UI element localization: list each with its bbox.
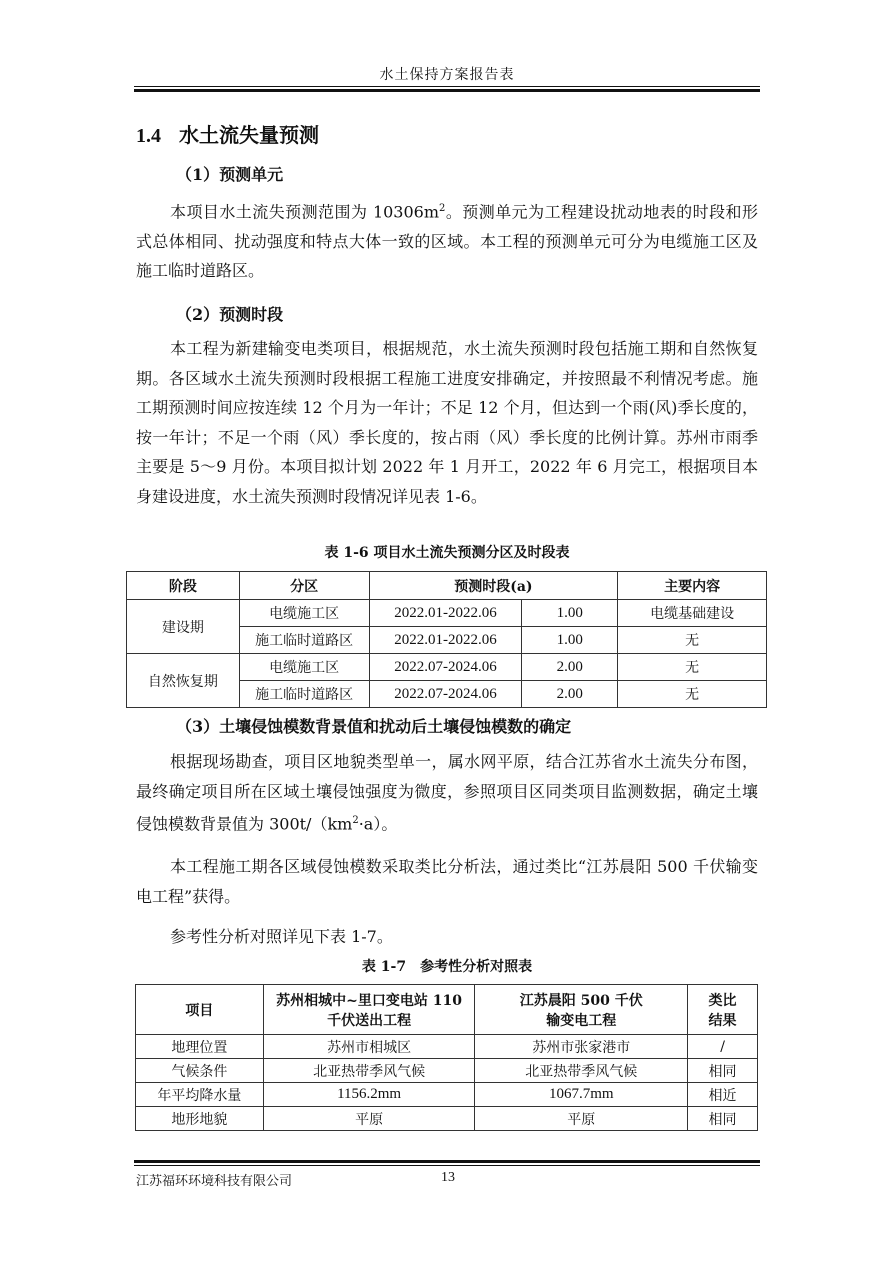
content-cell: 无 — [618, 654, 767, 681]
subsection-3-paragraph-1 — [136, 747, 758, 839]
result-cell: 相同 — [688, 1107, 758, 1131]
project-b-cell: 1067.7mm — [475, 1083, 688, 1107]
result-cell: / — [688, 1035, 758, 1059]
header-project-a-line1: 苏州相城中~里口变电站 110 — [276, 992, 462, 1009]
header-item: 项目 — [136, 985, 264, 1035]
subsection-2-paragraph: 本工程为新建输变电类项目，根据规范，水土流失预测时段包括施工期和自然恢复期。各区域水土流失预测时段根据工程施工进度安排确定，并按照最不利情况考虑。施工期预测时间应按连续 12 个月为一年计；不足 12 个月，但达到一个雨(风)季长度的，按一年计；不足一个雨（风）季长度的，按占雨（风）季长度的比例计算。苏州市雨季主要是 5～9 月份。本项目拟计划 2022 年 1 月开工，2022 年 6 月完工，根据项目本身建设进度，水土流失预测时段情况详见表 1-6。 — [136, 339, 758, 506]
superscript: 2 — [439, 203, 446, 214]
table-row — [136, 1107, 758, 1131]
stage-cell: 建设期 — [127, 600, 240, 654]
project-a-cell: 苏州市相城区 — [263, 1035, 475, 1059]
zone-cell: 施工临时道路区 — [239, 627, 369, 654]
header-result-line1: 类比 — [708, 992, 737, 1009]
subsection-3-paragraph-2: 本工程施工期各区域侵蚀模数采取类比分析法，通过类比“江苏晨阳 500 千伏输变电工程”获得。 — [136, 857, 758, 906]
project-a-cell: 平原 — [263, 1107, 475, 1131]
section-heading — [136, 119, 319, 148]
years-cell: 1.00 — [522, 627, 618, 654]
years-cell: 2.00 — [522, 654, 618, 681]
content-cell: 无 — [618, 681, 767, 708]
years-cell: 1.00 — [522, 600, 618, 627]
table-1-6 — [126, 571, 767, 708]
zone-cell: 施工临时道路区 — [239, 681, 369, 708]
table-row — [136, 1035, 758, 1059]
table-row — [136, 1083, 758, 1107]
header-rule-thin — [134, 86, 760, 87]
superscript: 2 — [352, 815, 359, 826]
header-stage: 阶段 — [127, 572, 240, 600]
header-project-b-line1: 江苏晨阳 500 千伏 — [519, 992, 643, 1009]
page-number: 13 — [441, 1170, 455, 1185]
project-a-cell: 1156.2mm — [263, 1083, 475, 1107]
subsection-2-heading: （2）预测时段 — [176, 305, 284, 324]
footer-company: 江苏福环环境科技有限公司 — [136, 1174, 293, 1189]
project-b-cell: 平原 — [475, 1107, 688, 1131]
header-result-line2: 结果 — [708, 1012, 737, 1029]
table-1-7 — [135, 984, 758, 1131]
table-row — [127, 654, 767, 681]
para-text: 。预测单元为工程建设扰动地表的时段和形式总体相同、扰动强度和特点大体一致的区域。本工程的预测单元可分为电缆施工区及施工临时道路区。 — [136, 202, 758, 281]
table-header-row — [136, 985, 758, 1035]
item-cell: 年平均降水量 — [136, 1083, 264, 1107]
header-project-b — [475, 985, 688, 1035]
header-rule-thick — [134, 89, 760, 92]
project-a-cell: 北亚热带季风气候 — [263, 1059, 475, 1083]
item-cell: 气候条件 — [136, 1059, 264, 1083]
table-header-row — [127, 572, 767, 600]
stage-cell: 自然恢复期 — [127, 654, 240, 708]
header-period: 预测时段(a) — [369, 572, 618, 600]
result-cell: 相近 — [688, 1083, 758, 1107]
content-cell: 电缆基础建设 — [618, 600, 767, 627]
subsection-3-heading: （3）土壤侵蚀模数背景值和扰动后土壤侵蚀模数的确定 — [176, 717, 572, 736]
subsection-1-paragraph — [136, 194, 758, 286]
table-row — [136, 1059, 758, 1083]
years-cell: 2.00 — [522, 681, 618, 708]
item-cell: 地形地貌 — [136, 1107, 264, 1131]
item-cell: 地理位置 — [136, 1035, 264, 1059]
section-title: 水土流失量预测 — [179, 123, 319, 147]
header-project-b-line2: 输变电工程 — [546, 1012, 617, 1029]
table-row — [127, 600, 767, 627]
section-number: 1.4 — [136, 125, 161, 147]
zone-cell: 电缆施工区 — [239, 654, 369, 681]
dates-cell: 2022.07-2024.06 — [369, 681, 522, 708]
table-1-7-caption: 表 1-7 参考性分析对照表 — [361, 959, 533, 975]
subsection-3-paragraph-3: 参考性分析对照详见下表 1-7。 — [170, 927, 393, 946]
subsection-1-heading: （1）预测单元 — [176, 165, 284, 184]
content-cell: 无 — [618, 627, 767, 654]
header-zone: 分区 — [239, 572, 369, 600]
report-header-title: 水土保持方案报告表 — [379, 67, 515, 83]
dates-cell: 2022.01-2022.06 — [369, 600, 522, 627]
project-b-cell: 北亚热带季风气候 — [475, 1059, 688, 1083]
footer-rule-thick — [134, 1160, 760, 1163]
header-result — [688, 985, 758, 1035]
para-text: 本项目水土流失预测范围为 10306m — [170, 202, 440, 222]
header-project-a — [263, 985, 475, 1035]
footer-rule-thin — [134, 1165, 760, 1166]
header-content: 主要内容 — [618, 572, 767, 600]
para-text: 根据现场勘查，项目区地貌类型单一，属水网平原，结合江苏省水土流失分布图，最终确定项目所在区域土壤侵蚀强度为微度，参照项目区同类项目监测数据，确定土壤侵蚀模数背景值为 300t/（km — [136, 752, 758, 834]
project-b-cell: 苏州市张家港市 — [475, 1035, 688, 1059]
result-cell: 相同 — [688, 1059, 758, 1083]
zone-cell: 电缆施工区 — [239, 600, 369, 627]
dates-cell: 2022.07-2024.06 — [369, 654, 522, 681]
dates-cell: 2022.01-2022.06 — [369, 627, 522, 654]
table-1-6-caption: 表 1-6 项目水土流失预测分区及时段表 — [324, 545, 570, 561]
header-project-a-line2: 千伏送出工程 — [327, 1012, 412, 1029]
para-text: ·a）。 — [358, 814, 398, 834]
